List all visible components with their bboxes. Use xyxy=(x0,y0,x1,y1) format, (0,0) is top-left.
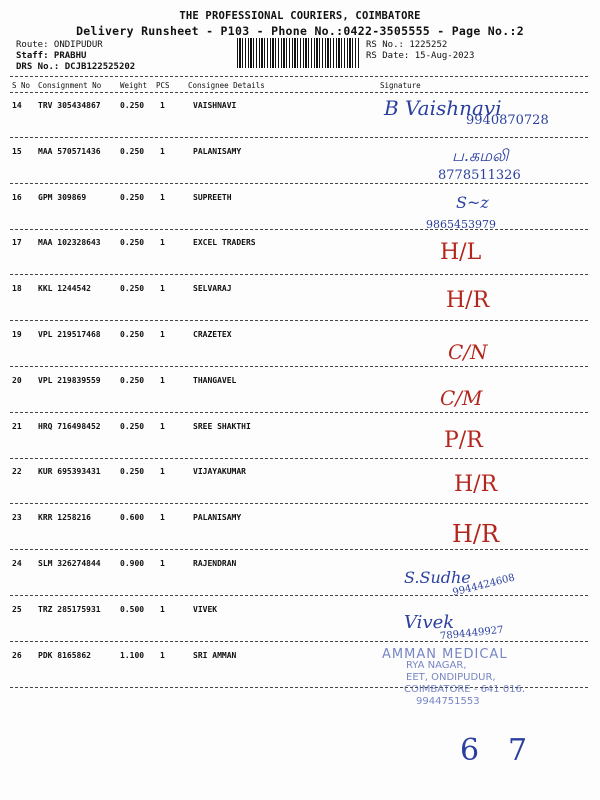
row-divider xyxy=(10,641,588,642)
row-sno: 16 xyxy=(12,192,22,202)
row-sno: 18 xyxy=(12,284,22,294)
row-weight: 0.250 xyxy=(120,192,145,202)
row-consignment-no: PDK 8165862 xyxy=(38,650,91,660)
signature-r18: H/R xyxy=(446,288,490,313)
table-row xyxy=(0,284,600,330)
row-consignment-no: KUR 695393431 xyxy=(38,467,101,477)
staff-label: Staff: PRABHU xyxy=(16,51,87,61)
row-pcs: 1 xyxy=(160,330,165,339)
row-sno: 20 xyxy=(12,375,22,385)
row-divider xyxy=(10,458,588,459)
header-rule-top xyxy=(10,76,588,77)
table-row xyxy=(0,330,600,376)
signature-phone-r15: 8778511326 xyxy=(438,168,521,183)
table-row xyxy=(0,376,600,422)
row-divider xyxy=(10,549,588,550)
signature-r20: C/M xyxy=(440,386,483,410)
row-consignment-no: KKL 1244542 xyxy=(38,284,91,294)
signature-r22: H/R xyxy=(454,472,498,497)
row-divider xyxy=(10,274,588,275)
stamp-line-1: AMMAN MEDICAL xyxy=(382,647,508,662)
row-weight: 0.250 xyxy=(120,467,145,477)
stamp-line-2: RYA NAGAR, xyxy=(406,660,467,671)
row-pcs: 1 xyxy=(160,238,165,248)
row-pcs: 1 xyxy=(160,513,165,523)
row-consignee: EXCEL TRADERS xyxy=(193,238,256,248)
barcode xyxy=(237,38,360,68)
row-divider xyxy=(10,137,588,138)
handwritten-mark-2: 7 xyxy=(508,733,528,768)
row-consignee: SRI AMMAN xyxy=(193,650,237,660)
row-consignee: CRAZETEX xyxy=(193,330,232,339)
row-pcs: 1 xyxy=(160,375,165,385)
row-weight: 0.900 xyxy=(120,559,145,568)
row-divider xyxy=(10,320,588,321)
row-consignee: PALANISAMY xyxy=(193,513,242,523)
row-weight: 0.250 xyxy=(120,101,145,110)
signature-r19: C/N xyxy=(448,340,488,364)
row-divider xyxy=(10,412,588,413)
signature-r14: B Vaishnavi xyxy=(384,96,502,120)
row-consignment-no: GPM 309869 xyxy=(38,192,87,202)
row-sno: 14 xyxy=(12,101,22,110)
row-pcs: 1 xyxy=(160,421,165,431)
signature-r17: H/L xyxy=(440,240,482,265)
table-row xyxy=(0,467,600,513)
row-weight: 0.250 xyxy=(120,284,145,294)
row-pcs: 1 xyxy=(160,284,165,294)
row-weight: 0.250 xyxy=(120,421,145,431)
stamp-line-4: COIMBATORE - 641 016. xyxy=(404,684,526,695)
col-consignment: Consignment No xyxy=(38,81,102,90)
row-sno: 19 xyxy=(12,330,22,339)
header-rule-bottom xyxy=(10,92,588,93)
row-sno: 15 xyxy=(12,146,22,156)
col-pcs: PCS xyxy=(156,81,170,90)
row-weight: 1.100 xyxy=(120,650,145,660)
row-consignee: THANGAVEL xyxy=(193,375,237,385)
row-consignment-no: SLM 326274844 xyxy=(38,559,101,568)
row-sno: 17 xyxy=(12,238,22,248)
table-row xyxy=(0,193,600,239)
row-sno: 25 xyxy=(12,604,22,614)
col-weight: Weight xyxy=(120,81,148,90)
row-weight: 0.500 xyxy=(120,604,145,614)
row-divider xyxy=(10,229,588,230)
row-divider xyxy=(10,595,588,596)
signature-r15: ப.கமலி xyxy=(452,146,509,165)
table-row xyxy=(0,513,600,559)
row-sno: 22 xyxy=(12,467,22,477)
row-pcs: 1 xyxy=(160,604,165,614)
signature-r24: S.Sudhe xyxy=(404,568,471,587)
col-signature: Signature xyxy=(380,81,421,90)
route-label: Route: ONDIPUDUR xyxy=(16,40,103,50)
row-consignment-no: HRQ 716498452 xyxy=(38,421,101,431)
drs-number: DRS No.: DCJB122525202 xyxy=(16,62,136,72)
col-sno: S No xyxy=(12,81,31,90)
row-weight: 0.250 xyxy=(120,146,145,156)
row-sno: 21 xyxy=(12,421,22,431)
row-consignee: VIJAYAKUMAR xyxy=(193,467,246,477)
row-sno: 24 xyxy=(12,559,22,568)
row-weight: 0.250 xyxy=(120,238,145,248)
stamp-line-5: 9944751553 xyxy=(416,696,480,707)
signature-r25: Vivek xyxy=(404,612,455,633)
row-weight: 0.250 xyxy=(120,375,145,385)
signature-r21: P/R xyxy=(444,428,483,453)
row-consignment-no: TRV 305434867 xyxy=(38,101,101,110)
row-pcs: 1 xyxy=(160,192,165,202)
row-consignee: SUPREETH xyxy=(193,192,232,202)
row-pcs: 1 xyxy=(160,467,165,477)
row-consignee: VAISHNAVI xyxy=(193,101,237,110)
shop-stamp xyxy=(382,647,532,709)
col-consignee: Consignee Details xyxy=(188,81,265,90)
row-weight: 0.600 xyxy=(120,513,145,523)
signature-phone-r16: 9865453979 xyxy=(426,218,496,231)
row-divider xyxy=(10,503,588,504)
company-title: THE PROFESSIONAL COURIERS, COIMBATORE xyxy=(179,10,421,22)
row-consignee: PALANISAMY xyxy=(193,146,242,156)
rs-date: RS Date: 15-Aug-2023 xyxy=(366,51,475,61)
runsheet-title: Delivery Runsheet - P103 - Phone No.:0422-3505555 - Page No.:2 xyxy=(76,24,524,38)
stamp-line-3: EET, ONDIPUDUR, xyxy=(406,672,496,683)
row-consignee: RAJENDRAN xyxy=(193,559,237,568)
handwritten-mark-1: 6 xyxy=(460,733,480,768)
table-row xyxy=(0,238,600,284)
row-sno: 26 xyxy=(12,650,22,660)
row-consignment-no: MAA 102328643 xyxy=(38,238,101,248)
row-consignee: SELVARAJ xyxy=(193,284,232,294)
rs-number: RS No.: 1225252 xyxy=(366,40,448,50)
row-pcs: 1 xyxy=(160,101,165,110)
signature-phone-r24: 9944424608 xyxy=(451,572,517,599)
row-consignee: VIVEK xyxy=(193,604,218,614)
row-consignment-no: VPL 219839559 xyxy=(38,375,101,385)
signature-phone-r14: 9940870728 xyxy=(466,113,549,128)
table-row xyxy=(0,605,600,651)
row-consignment-no: MAA 570571436 xyxy=(38,146,101,156)
row-sno: 23 xyxy=(12,513,22,523)
row-pcs: 1 xyxy=(160,559,165,568)
row-consignment-no: KRR 1258216 xyxy=(38,513,91,523)
row-pcs: 1 xyxy=(160,146,165,156)
row-pcs: 1 xyxy=(160,650,165,660)
signature-phone-r25: 7894449927 xyxy=(439,624,505,643)
signature-r23: H/R xyxy=(452,520,500,548)
row-consignment-no: TRZ 285175931 xyxy=(38,604,101,614)
signature-r16: S~z xyxy=(456,193,489,212)
table-row xyxy=(0,422,600,468)
row-divider xyxy=(10,366,588,367)
row-consignment-no: VPL 219517468 xyxy=(38,330,101,339)
row-weight: 0.250 xyxy=(120,330,145,339)
row-consignee: SREE SHAKTHI xyxy=(193,421,251,431)
